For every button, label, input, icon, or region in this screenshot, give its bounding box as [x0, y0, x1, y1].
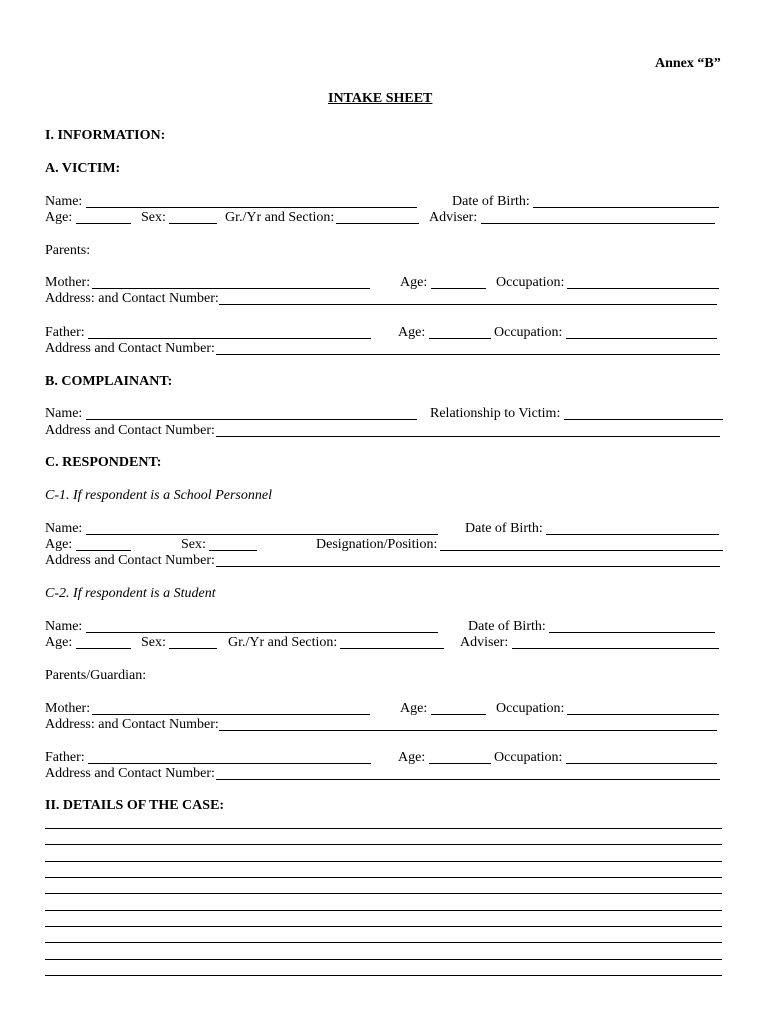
- victim-father-address-label: Address and Contact Number:: [45, 341, 215, 356]
- victim-father-address-field[interactable]: [216, 354, 720, 355]
- victim-age-label: Age:: [45, 210, 73, 225]
- c2-name-label: Name:: [45, 619, 83, 634]
- details-line[interactable]: [45, 861, 722, 862]
- c2-mother-occupation-field[interactable]: [567, 714, 719, 715]
- c2-mother-occupation-label: Occupation:: [496, 701, 565, 716]
- details-line[interactable]: [45, 926, 722, 927]
- victim-mother-age-field[interactable]: [431, 288, 486, 289]
- c2-mother-age-label: Age:: [400, 701, 428, 716]
- c1-age-label: Age:: [45, 537, 73, 552]
- victim-age-field[interactable]: [76, 223, 131, 224]
- c2-name-field[interactable]: [86, 632, 438, 633]
- c2-adviser-field[interactable]: [512, 648, 719, 649]
- c2-mother-label: Mother:: [45, 701, 91, 716]
- c1-sex-field[interactable]: [209, 550, 257, 551]
- c1-address-label: Address and Contact Number:: [45, 553, 215, 568]
- c1-name-label: Name:: [45, 521, 83, 536]
- c2-father-age-field[interactable]: [429, 763, 491, 764]
- c1-name-field[interactable]: [86, 534, 438, 535]
- subsection-c1: C-1. If respondent is a School Personnel: [45, 488, 272, 503]
- section-respondent: C. RESPONDENT:: [45, 455, 162, 470]
- details-line[interactable]: [45, 910, 722, 911]
- c2-mother-address-label: Address: and Contact Number:: [45, 717, 219, 732]
- section-victim: A. VICTIM:: [45, 161, 121, 176]
- victim-father-age-label: Age:: [398, 325, 426, 340]
- victim-parents-label: Parents:: [45, 243, 91, 258]
- c2-section-label: Gr./Yr and Section:: [228, 635, 338, 650]
- c2-adviser-label: Adviser:: [460, 635, 509, 650]
- c1-dob-field[interactable]: [546, 534, 719, 535]
- victim-adviser-label: Adviser:: [429, 210, 478, 225]
- victim-sex-label: Sex:: [141, 210, 166, 225]
- subsection-c2: C-2. If respondent is a Student: [45, 586, 216, 601]
- complainant-address-field[interactable]: [216, 436, 720, 437]
- victim-father-age-field[interactable]: [429, 338, 491, 339]
- victim-dob-label: Date of Birth:: [452, 194, 530, 209]
- details-line[interactable]: [45, 844, 722, 845]
- c1-age-field[interactable]: [76, 550, 131, 551]
- c2-sex-label: Sex:: [141, 635, 166, 650]
- details-line[interactable]: [45, 828, 722, 829]
- victim-mother-address-field[interactable]: [219, 304, 717, 305]
- c2-age-label: Age:: [45, 635, 73, 650]
- victim-name-label: Name:: [45, 194, 83, 209]
- complainant-name-field[interactable]: [86, 419, 417, 420]
- victim-father-label: Father:: [45, 325, 85, 340]
- victim-mother-field[interactable]: [92, 288, 370, 289]
- victim-mother-label: Mother:: [45, 275, 91, 290]
- section-complainant: B. COMPLAINANT:: [45, 374, 173, 389]
- victim-mother-occupation-label: Occupation:: [496, 275, 565, 290]
- c2-father-address-field[interactable]: [216, 779, 720, 780]
- annex-label: Annex “B”: [655, 56, 721, 71]
- details-line[interactable]: [45, 975, 722, 976]
- victim-name-field[interactable]: [86, 207, 417, 208]
- c1-sex-label: Sex:: [181, 537, 206, 552]
- complainant-relationship-label: Relationship to Victim:: [430, 406, 561, 421]
- victim-father-field[interactable]: [88, 338, 371, 339]
- victim-adviser-field[interactable]: [481, 223, 715, 224]
- section-details: II. DETAILS OF THE CASE:: [45, 798, 225, 813]
- complainant-name-label: Name:: [45, 406, 83, 421]
- c2-father-occupation-label: Occupation:: [494, 750, 563, 765]
- victim-mother-address-label: Address: and Contact Number:: [45, 291, 219, 306]
- complainant-address-label: Address and Contact Number:: [45, 423, 215, 438]
- section-information: I. INFORMATION:: [45, 128, 166, 143]
- c2-father-age-label: Age:: [398, 750, 426, 765]
- c1-designation-label: Designation/Position:: [316, 537, 438, 552]
- c2-father-label: Father:: [45, 750, 85, 765]
- c2-father-address-label: Address and Contact Number:: [45, 766, 215, 781]
- c2-mother-address-field[interactable]: [219, 730, 717, 731]
- victim-father-occupation-label: Occupation:: [494, 325, 563, 340]
- c2-section-field[interactable]: [340, 648, 444, 649]
- victim-section-field[interactable]: [336, 223, 419, 224]
- c1-address-field[interactable]: [216, 566, 720, 567]
- details-line[interactable]: [45, 877, 722, 878]
- victim-dob-field[interactable]: [533, 207, 719, 208]
- details-line[interactable]: [45, 893, 722, 894]
- c1-dob-label: Date of Birth:: [465, 521, 543, 536]
- c2-mother-field[interactable]: [92, 714, 370, 715]
- c1-designation-field[interactable]: [440, 550, 723, 551]
- c2-dob-label: Date of Birth:: [468, 619, 546, 634]
- c2-sex-field[interactable]: [169, 648, 217, 649]
- c2-father-occupation-field[interactable]: [566, 763, 717, 764]
- c2-father-field[interactable]: [88, 763, 371, 764]
- victim-mother-age-label: Age:: [400, 275, 428, 290]
- details-line[interactable]: [45, 959, 722, 960]
- page-title: INTAKE SHEET: [328, 91, 433, 106]
- victim-sex-field[interactable]: [169, 223, 217, 224]
- complainant-relationship-field[interactable]: [564, 419, 723, 420]
- victim-section-label: Gr./Yr and Section:: [225, 210, 335, 225]
- victim-mother-occupation-field[interactable]: [567, 288, 719, 289]
- c2-mother-age-field[interactable]: [431, 714, 486, 715]
- c2-dob-field[interactable]: [549, 632, 715, 633]
- victim-father-occupation-field[interactable]: [566, 338, 717, 339]
- c2-parents-label: Parents/Guardian:: [45, 668, 147, 683]
- c2-age-field[interactable]: [76, 648, 131, 649]
- details-line[interactable]: [45, 942, 722, 943]
